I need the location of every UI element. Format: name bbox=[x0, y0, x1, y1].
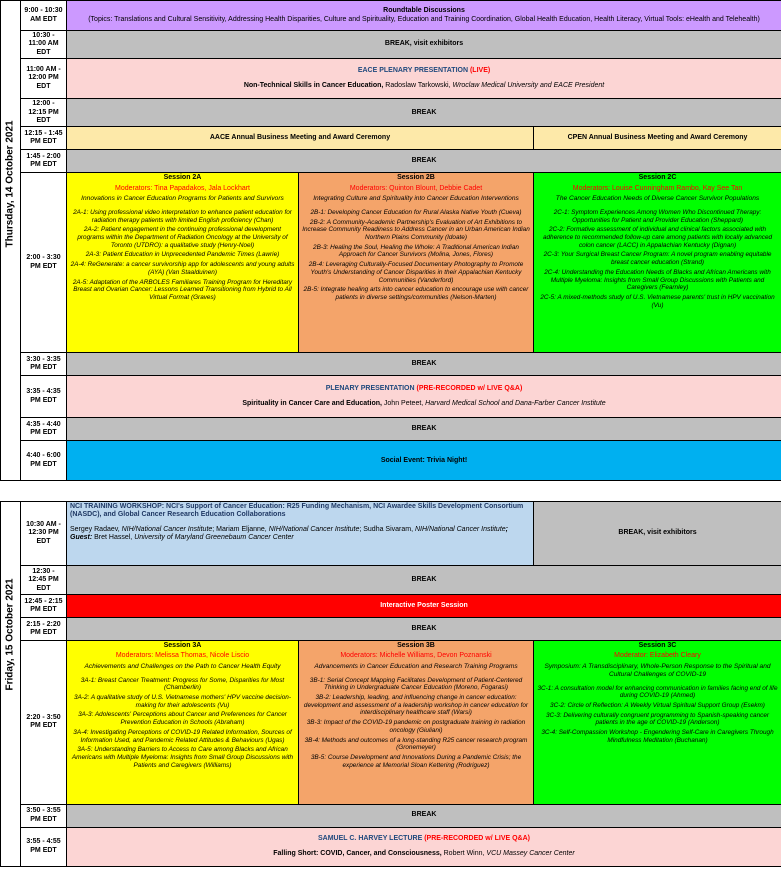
affiliation: NIH/National Cancer Institute bbox=[415, 525, 506, 533]
affiliation: VCU Massey Cancer Center bbox=[486, 849, 575, 857]
session-moderators: Moderator: Elizabeth Cleary bbox=[614, 652, 701, 660]
eace-title: EACE PLENARY PRESENTATION bbox=[357, 67, 469, 75]
session-moderators: Moderators: Tina Papadakos, Jala Lockhart bbox=[114, 184, 251, 192]
affiliation: Wroclaw Medical University and EACE President bbox=[452, 81, 605, 89]
day-label: Thursday, 14 October 2021 bbox=[1, 1, 21, 481]
prerecorded-badge: (PRE-RECORDED w/ LIVE Q&A) bbox=[424, 835, 530, 843]
affiliation: NIH/National Cancer Institute bbox=[121, 525, 213, 533]
time-cell: 1:45 - 2:00 PM EDT bbox=[21, 150, 67, 173]
session-item: 2B-1: Developing Cancer Education for Rural Alaska Native Youth (Cueva) bbox=[310, 209, 522, 217]
speaker: Sergey Radaev, bbox=[70, 525, 122, 533]
social-event-cell: Social Event: Trivia Night! bbox=[67, 441, 781, 481]
workshop-title: NCI TRAINING WORKSHOP: NCI's Support of Cancer Education: R25 Funding Mechanism, NCI Awardee Skills Development Consortium (NASDC), and Global Cancer Research Education Collaborations bbox=[70, 503, 524, 519]
affiliation: Harvard Medical School and Dana-Farber Cancer Institute bbox=[425, 399, 606, 407]
session-moderators: Moderators: Quinton Blount, Debbie Cadet bbox=[349, 184, 483, 192]
break-cell: BREAK bbox=[67, 618, 781, 641]
plenary-cell bbox=[67, 376, 781, 418]
session-item: 3A-2: A qualitative study of U.S. Vietnamese mothers' HPV vaccine decision-making for their adolescents (Vu) bbox=[74, 694, 291, 709]
session-item: 3C-3: Delivering culturally congruent programming to Spanish-speaking cancer patients in the age of COVID-19 (Anderson) bbox=[545, 711, 770, 727]
session-title: Session 2A bbox=[163, 174, 202, 182]
talk-title: Non-Technical Skills in Cancer Education, bbox=[243, 81, 384, 89]
time-cell: 4:35 - 4:40 PM EDT bbox=[21, 418, 67, 441]
break-cell: BREAK, visit exhibitors bbox=[67, 31, 781, 59]
time-cell: 9:00 - 10:30 AM EDT bbox=[21, 1, 67, 31]
session-item: 2C-4: Understanding the Education Needs of Blacks and African Americans with Multiple Myeloma: Insights from Small Group Discussions with Patients and Caregivers (Fearnley) bbox=[544, 268, 771, 292]
break-cell: BREAK bbox=[67, 353, 781, 376]
harvey-lecture-cell bbox=[67, 827, 781, 866]
speaker: John Peteet, bbox=[381, 399, 426, 407]
session-theme: The Cancer Education Needs of Diverse Cancer Survivor Populations bbox=[555, 195, 760, 203]
session-title: Session 2C bbox=[638, 174, 677, 182]
session-3b-cell bbox=[299, 641, 534, 805]
session-title: Session 3A bbox=[163, 642, 202, 650]
session-theme: Achievements and Challenges on the Path to Cancer Health Equity bbox=[84, 662, 281, 670]
roundtable-cell bbox=[67, 1, 781, 31]
session-item: 2A-2: Patient engagement in the continuing professional development programs within the Department of Radiation Oncology at the University of Toronto (UTDRO): a qualitative study (Henry-Noel) bbox=[77, 226, 288, 249]
session-item: 2A-5: Adaptation of the ARBOLES Familiares Training Program for Hereditary Breast and Ovarian Cancer: Lessons Learned Transitioning from Hybrid to All Virtual Format (Graves) bbox=[72, 278, 293, 301]
time-cell: 10:30 - 11:00 AM EDT bbox=[21, 31, 67, 59]
guest-label: ; Guest: bbox=[70, 525, 508, 542]
time-cell: 11:00 AM - 12:00 PM EDT bbox=[21, 59, 67, 99]
lecture-title: SAMUEL C. HARVEY LECTURE bbox=[318, 835, 423, 843]
session-item: 3C-2: Circle of Reflection: A Weekly Virtual Spiritual Support Group (Esekm) bbox=[550, 702, 765, 709]
aace-meeting-cell: AACE Annual Business Meeting and Award Ceremony bbox=[67, 127, 534, 150]
session-item: 3C-4: Self-Compassion Workshop - Engendering Self-Care in Caregivers Through Mindfulness Meditation (Buchanan) bbox=[541, 729, 774, 744]
break-cell: BREAK bbox=[67, 418, 781, 441]
cpen-meeting-cell: CPEN Annual Business Meeting and Award Ceremony bbox=[534, 127, 781, 150]
nci-workshop-cell bbox=[67, 502, 534, 566]
affiliation: NIH/National Cancer Institute bbox=[268, 525, 360, 533]
session-item: 3A-3: Adolescents' Perceptions about Cancer and Preferences for Cancer Prevention Education in Schools (Abraham) bbox=[78, 711, 287, 727]
break-cell: BREAK bbox=[67, 99, 781, 127]
session-item: 3C-1: A consultation model for enhancing communication in families facing end of life during COVID-19 (Ahmed) bbox=[537, 684, 778, 700]
eace-plenary-cell bbox=[67, 59, 781, 99]
session-item: 2B-5: Integrate healing arts into cancer education to encourage use with cancer patients in diverse settings/communities (Nelson-Marten) bbox=[303, 286, 529, 301]
break-cell: BREAK, visit exhibitors bbox=[534, 502, 781, 566]
session-item: 2B-4: Leveraging Culturally-Focused Documentary Photography to Promote Youth's Understanding of Cancer Disparities in their Appalachian Kentucky Communities (Vanderford) bbox=[308, 261, 524, 284]
session-title: Session 2B bbox=[397, 174, 435, 182]
session-item: 3B-2: Leadership, leading, and influencing change in cancer education: development and assessment of a leadership workshop in cancer education for interdisciplinary healthcare staff (Warsi) bbox=[303, 694, 529, 717]
speaker: ; Mariam Eljanne, bbox=[212, 525, 269, 533]
speaker: Bret Hassel, bbox=[94, 534, 135, 542]
day2-schedule bbox=[0, 501, 781, 867]
session-moderators: Moderators: Melissa Thomas, Nicole Liscio bbox=[115, 652, 250, 660]
session-item: 2C-5: A mixed-methods study of U.S. Vietnamese parents' trust in HPV vaccination (Vu) bbox=[540, 293, 775, 309]
session-item: 2A-1: Using professional video interpretation to enhance patient education for radiation therapy patients with limited English proficiency (Chan) bbox=[73, 209, 292, 224]
break-cell: BREAK bbox=[67, 804, 781, 827]
session-item: 3B-4: Methods and outcomes of a long-standing R25 cancer research program (Gronemeyer) bbox=[304, 736, 528, 752]
session-item: 3A-5: Understanding Barriers to Access to Care among Blacks and African Americans with Multiple Myeloma: Insights from Small Group Discussions with Patients and Caregivers (Williams) bbox=[71, 746, 294, 769]
session-item: 2B-2: A Community-Academic Partnership's Evaluation of Art Exhibitions to Increase Community Readiness to Address Cancer in an Urban American Indian Northern Plains Community (Idoate) bbox=[302, 218, 530, 242]
time-cell: 12:30 - 12:45 PM EDT bbox=[21, 566, 67, 595]
time-cell: 2:15 - 2:20 PM EDT bbox=[21, 618, 67, 641]
speaker: ; Sudha Sivaram, bbox=[359, 525, 415, 533]
session-3a-cell bbox=[67, 641, 299, 805]
session-theme: Advancements in Cancer Education and Research Training Programs bbox=[314, 662, 518, 670]
session-3c-cell bbox=[534, 641, 781, 805]
session-title: Session 3B bbox=[397, 642, 435, 650]
session-moderators: Moderators: Michelle Williams, Devon Poznanski bbox=[340, 652, 492, 660]
session-item: 2B-3: Healing the Soul, Healing the Whole: A Traditional American Indian Approach for Cancer Survivors (Molina, Jones, Flores) bbox=[313, 243, 519, 259]
session-title: Session 3C bbox=[638, 642, 677, 650]
session-moderators: Moderators: Louise Cunningham Rambo, Kay See Tan bbox=[572, 184, 743, 192]
session-item: 3B-1: Serial Concept Mapping Facilitates Development of Patient-Centered Thinking in Undergraduate Cancer Education (Moreno, Fogarasi) bbox=[309, 676, 523, 692]
time-cell: 3:30 - 3:35 PM EDT bbox=[21, 353, 67, 376]
talk-title: Falling Short: COVID, Cancer, and Consciousness, bbox=[273, 849, 442, 857]
prerecorded-badge: (PRE-RECORDED w/ LIVE Q&A) bbox=[416, 385, 523, 393]
time-cell: 3:55 - 4:55 PM EDT bbox=[21, 827, 67, 866]
session-item: 2C-2: Formative assessment of individual and clinical factors associated with adherence to recommended follow-up care among patients with locally advanced colon cancer (LACC) in Appalachian Kentucky (Dignan) bbox=[542, 226, 773, 249]
speaker: Radoslaw Tarkowski, bbox=[383, 81, 453, 89]
talk-title: Spirituality in Cancer Care and Education, bbox=[242, 399, 382, 407]
session-item: 3B-3: Impact of the COVID-19 pandemic on postgraduate training in radiation oncology (Giuliani) bbox=[306, 719, 526, 734]
plenary-title: PLENARY PRESENTATION bbox=[325, 385, 415, 393]
break-cell: BREAK bbox=[67, 150, 781, 173]
session-theme: Integrating Culture and Spirituality into Cancer Education Interventions bbox=[313, 195, 519, 203]
time-cell: 12:00 - 12:15 PM EDT bbox=[21, 99, 67, 127]
session-2c-cell bbox=[534, 173, 781, 353]
time-cell: 10:30 AM - 12:30 PM EDT bbox=[21, 502, 67, 566]
session-theme: Innovations in Cancer Education Programs for Patients and Survivors bbox=[81, 195, 284, 203]
session-item: 3A-1: Breast Cancer Treatment: Progress for Some, Disparities for Most (Chamberlin) bbox=[80, 676, 285, 692]
time-cell: 3:50 - 3:55 PM EDT bbox=[21, 804, 67, 827]
roundtable-topics: (Topics: Translations and Cultural Sensitivity, Addressing Health Disparities, Culture and Spirituality, Education and Training Coordination, Global Health Education, Health Literacy, Virtual Tools: eHealth and Telehealth) bbox=[88, 15, 760, 23]
speaker: Robert Winn, bbox=[441, 849, 487, 857]
time-cell: 12:45 - 2:15 PM EDT bbox=[21, 595, 67, 618]
live-badge: (LIVE) bbox=[469, 67, 491, 75]
session-2b-cell bbox=[299, 173, 534, 353]
session-item: 2C-3: Your Surgical Breast Cancer Program: A novel program enabling equitable breast cancer education (Strand) bbox=[543, 251, 772, 267]
poster-session-cell: Interactive Poster Session bbox=[67, 595, 781, 618]
session-2a-cell bbox=[67, 173, 299, 353]
time-cell: 3:35 - 4:35 PM EDT bbox=[21, 376, 67, 418]
time-cell: 2:00 - 3:30 PM EDT bbox=[21, 173, 67, 353]
session-item: 3B-5: Course Development and Innovations During a Pandemic Crisis; the experience at Memorial Sloan Kettering (Rodriguez) bbox=[310, 753, 522, 769]
session-item: 2A-4: ReGenerate: a cancer survivorship app for adolescents and young adults (AYA) (Van Staalduinen) bbox=[70, 261, 295, 276]
day-label: Friday, 15 October 2021 bbox=[1, 502, 21, 867]
time-cell: 4:40 - 6:00 PM EDT bbox=[21, 441, 67, 481]
session-item: 2C-1: Symptom Experiences Among Women Who Discontinued Therapy: Opportunities for Patient and Provider Education (Sheppard) bbox=[553, 209, 762, 224]
time-cell: 12:15 - 1:45 PM EDT bbox=[21, 127, 67, 150]
time-cell: 2:20 - 3:50 PM EDT bbox=[21, 641, 67, 805]
session-item: 3A-4: Investigating Perceptions of COVID-19 Related Information, Sources of Information Used, and Pandemic Related Attitudes & Behaviours (Ugas) bbox=[73, 728, 292, 744]
affiliation: University of Maryland Greenebaum Cancer Center bbox=[134, 534, 294, 542]
session-item: 2A-3: Patient Education in Unprecedented Pandemic Times (Lawrie) bbox=[85, 251, 280, 259]
session-theme: Symposium: A Transdisciplinary, Whole-Person Response to the Spiritual and Cultural Challenges of COVID-19 bbox=[544, 662, 771, 678]
roundtable-title: Roundtable Discussions bbox=[383, 7, 465, 15]
break-cell: BREAK bbox=[67, 566, 781, 595]
